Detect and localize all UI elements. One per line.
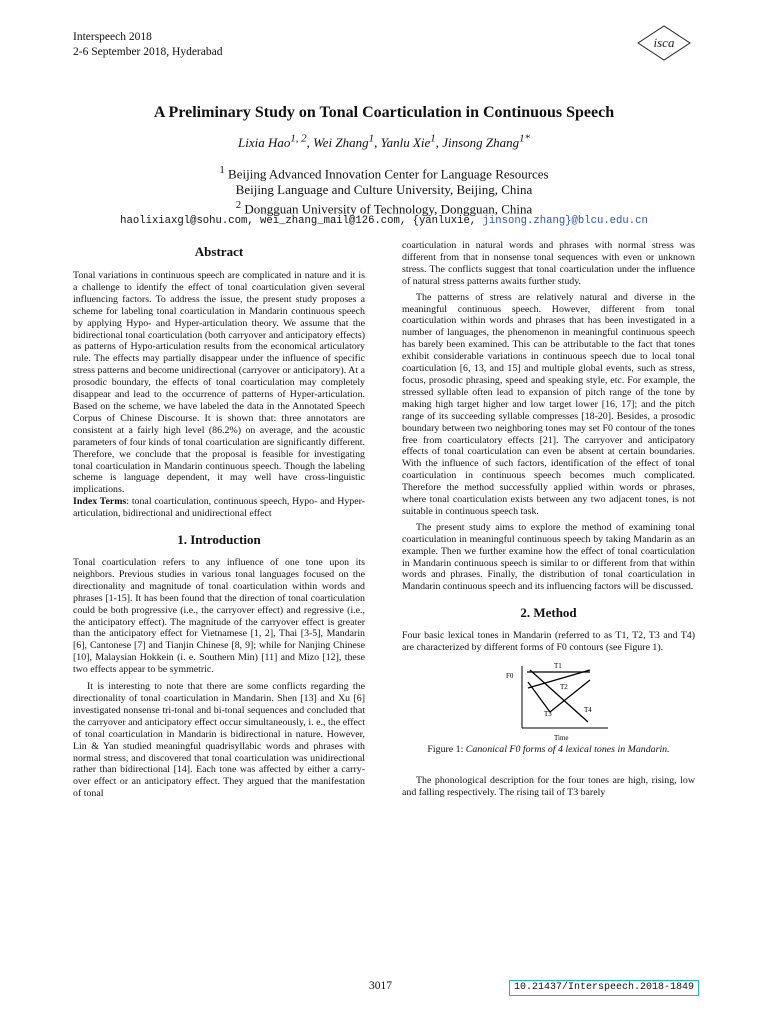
author: Jinsong Zhang$^{1*}$	[442, 133, 530, 151]
index-terms: Index Terms: tonal coarticulation, continuous speech, Hypo- and Hyper-articulation, bidirectional and unidirectional effect	[73, 496, 365, 520]
affiliation-2: $^2$ Dongguan University of Technology, Dongguan, China	[235, 199, 533, 217]
author-list	[0, 133, 768, 151]
author: Wei Zhang$^1$,	[313, 133, 381, 151]
tone-label-t1: T1	[554, 662, 562, 671]
logo-text: isca	[653, 35, 675, 50]
intro-paragraph-3: coarticulation in natural words and phrases with normal stress was different from that in nonsense tonal sequences with even or unknown stress. The conflicts suggest that tonal coarticulation under the influence of natural stress patterns awaits further study.	[402, 240, 695, 287]
abstract-text: Tonal variations in continuous speech are complicated in nature and it is a challenge to identify the effect of tonal coarticulation given several influencing factors. To address the issue, the present study proposes a scheme for labeling tonal coarticulation in Mandarin continuous speech by applying Hypo- and Hyper-articulation theory. We assume that the bidirectional tonal coarticulation (both carryover and anticipatory effects) as patterns of Hypo-articulation results from the economical articulatory rule. The effects may partially disappear under the influence of specific stress patterns and become unidirectional (carryover or anticipatory). At a prosodic boundary, the effects of tonal coarticulation may completely disappear and lead to the occurrence of patterns of Hyper-articulation. Based on the scheme, we have labeled the data in the Annotated Speech Corpus of Chinese Discourse. It is shown that: three annotators are consistent at a fairly high level (86.2%) on average, and the acoustic parameters of four kinds of tonal coarticulation are significantly different. Therefore, we conclude that the proposal is feasible for investigating tonal coarticulation in Mandarin continuous speech. Though the labeling scheme is language dependent, it may well have cross-linguistic implications.	[73, 270, 365, 496]
conference-dates: 2-6 September 2018, Hyderabad	[73, 46, 223, 58]
method-paragraph-1: Four basic lexical tones in Mandarin (referred to as T1, T2, T3 and T4) are characterized by different forms of F0 contours (see Figure 1).	[402, 630, 695, 654]
abstract-heading: Abstract	[194, 244, 244, 259]
method-heading: 2. Method	[520, 605, 577, 621]
figure-1	[402, 660, 695, 742]
isca-logo-icon	[636, 24, 692, 62]
conference-info	[73, 30, 222, 60]
author: Yanlu Xie$^1$,	[380, 133, 443, 151]
intro-heading: 1. Introduction	[177, 532, 261, 548]
tone-label-t2: T2	[560, 683, 568, 692]
intro-paragraph-1: Tonal coarticulation refers to any influence of one tone upon its neighbors. Previous studies in various tonal languages focused on the directionality and magnitude of tonal coarticulation within words and phrases [1-15]. It has been found that the direction of tonal coarticulation could be both progressive (i.e., the carryover effect) and regressive (i.e., the anticipatory effect). The magnitude of the carryover effect is greater than the anticipatory effect for Vietnamese [1, 2], Thai [3-5], Mandarin [6], Cantonese [7] and Tianjin Chinese [8, 9]; while for Nanjing Chinese [10], Malaysian Hokkein (i. e. Southern Min) [11] and Mizo [12], these two effects appear to be symmetric.	[73, 557, 365, 676]
conference-name: Interspeech 2018	[73, 31, 152, 43]
x-axis-label: Time	[554, 734, 569, 743]
affiliation-1-university: Beijing Language and Culture University, Beijing, China	[235, 182, 533, 197]
tone-contour-diagram	[492, 660, 612, 742]
method-paragraph-2: The phonological description for the four tones are high, rising, low and falling respectively. The rising tail of T3 barely	[402, 775, 695, 798]
figure-caption: Figure 1: Canonical F0 forms of 4 lexical tones in Mandarin.	[427, 744, 670, 756]
doi-link[interactable]: 10.21437/Interspeech.2018-1849	[509, 980, 699, 996]
email-text: haolixiaxgl@sohu.com, wei_zhang_mail@126.com, {yanluxie,	[120, 215, 477, 227]
paper-title: A Preliminary Study on Tonal Coarticulation in Continuous Speech	[153, 104, 615, 121]
tone-label-t3: T3	[544, 710, 552, 719]
email-link[interactable]: jinsong.zhang}@blcu.edu.cn	[482, 215, 648, 227]
intro-paragraph-2: It is interesting to note that there are some conflicts regarding the directionality of tonal coarticulation in Mandarin. Shen [13] and Xu [6] investigated nonsense tri-tonal and bi-tonal sequences and concluded that the carryover and anticipatory effect occur simultaneously, i. e., the effect of tonal coarticulation in Mandarin is bidirectional in nature. However, Lin & Yan studied meaningful quadrisyllabic words and phrases with normal stress, and discovered that tonal coarticulation was unidirectional rather than bidirectional [14]. Each tone was affected by either a carry-over effect or an anticipatory effect. They argued that the manifestation of tonal	[73, 681, 365, 800]
intro-paragraph-4: The patterns of stress are relatively natural and diverse in the meaningful continuous speech. However, different from tonal coarticulation within words and phrases that has been investigated in a number of languages, the phenomenon in meaningful continuous speech has barely been examined. This can be attributable to the fact that tones exhibit considerable variations in continuous speech due to local tonal coarticulation [6, 13, and 15] and multiple global events, such as stress, focus, prosodic phrasing, speed and speaking style, etc. For example, the stressed syllable often lead to expansion of pitch range of the tone by making high target higher and low target lower [16, 17]; and the pitch range of its succeeding syllable compresses [18-20]. Besides, a prosodic boundary between two neighboring tones may set F0 contour of the tones free from coarticulatory effects [21]. The carryover and anticipatory effects of tonal coarticulation can even be absent at certain boundaries. With the influence of such factors, identification of the effect of tonal coarticulation in continuous speech becomes much complicated. Therefore the method successfully applied within words or phrases, where tonal coarticulation exists between any two adjacent tones, is not suitable in continuous speech task.	[402, 291, 695, 517]
intro-paragraph-5: The present study aims to explore the method of examining tonal coarticulation in meaningful continuous speech by taking Mandarin as an example. Then we further examine how the effect of tonal coarticulation in Mandarin continuous speech is similar to or different from that within words and phrases. Finally, the distribution of tonal coarticulation in Mandarin continuous speech and its influencing factors will be discussed.	[402, 521, 695, 593]
author-emails	[0, 215, 768, 227]
left-column	[73, 244, 365, 800]
y-axis-label: F0	[506, 672, 514, 681]
right-column	[402, 240, 695, 799]
tone-label-t4: T4	[584, 706, 592, 715]
author: Lixia Hao$^{1, 2}$,	[238, 133, 314, 151]
page-number: 3017	[369, 980, 392, 992]
affiliation-1: $^1$ Beijing Advanced Innovation Center for Language Resources	[219, 164, 549, 182]
tone-t2-contour	[528, 670, 590, 688]
